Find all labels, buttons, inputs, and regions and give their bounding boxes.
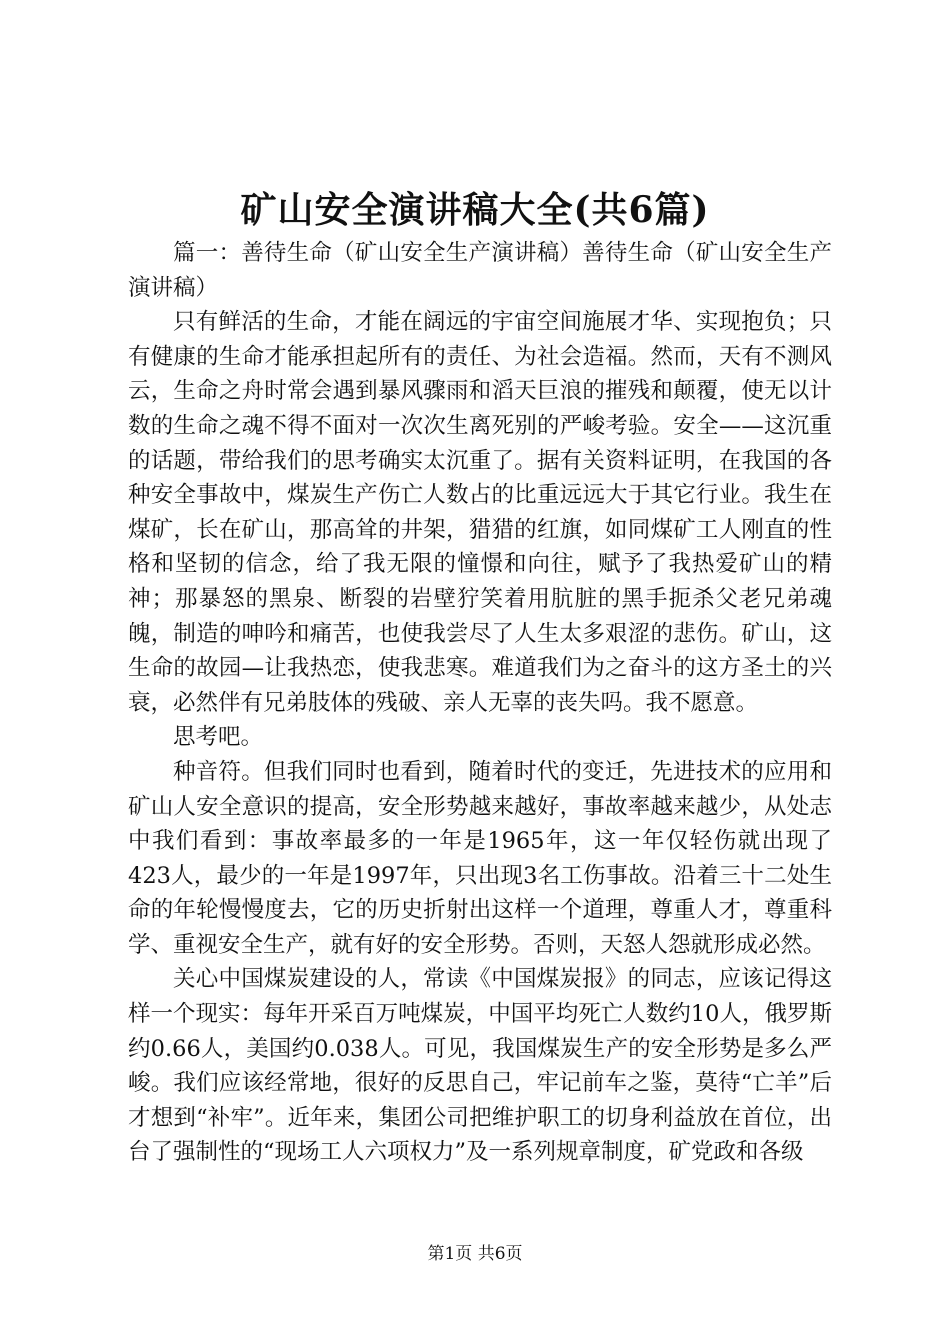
paragraph-4: 种音符。但我们同时也看到，随着时代的变迁，先进技术的应用和矿山人安全意识的提高，安全形势越来越好，事故率越来越少，从处志中我们看到：事故率最多的一年是1965年，这一年仅轻伤就出现了423人，最少的一年是1997年，只出现3名工伤事故。沿着三十二处生命的年轮慢慢度去，它的历史折射出这样一个道理，尊重人才，尊重科学、重视安全生产，就有好的安全形势。否则，天怒人怨就形成必然。 [128,758,832,958]
document-title: 矿山安全演讲稿大全(共6篇) [240,189,710,231]
document-body [128,236,832,1170]
paragraph-3: 思考吧。 [173,724,264,751]
paragraph-2: 只有鲜活的生命，才能在阔远的宇宙空间施展才华、实现抱负；只有健康的生命才能承担起所有的责任、为社会造福。然而，天有不测风云，生命之舟时常会遇到暴风骤雨和滔天巨浪的摧残和颠覆，使无以计数的生命之魂不得不面对一次次生离死别的严峻考验。安全——这沉重的话题，带给我们的思考确实太沉重了。据有关资料证明，在我国的各种安全事故中，煤炭生产伤亡人数占的比重远远大于其它行业。我生在煤矿，长在矿山，那高耸的井架，猎猎的红旗，如同煤矿工人刚直的性格和坚韧的信念，给了我无限的憧憬和向往，赋予了我热爱矿山的精神；那暴怒的黑泉、断裂的岩壁狞笑着用肮脏的黑手扼杀父老兄弟魂魄，制造的呻吟和痛苦，也使我尝尽了人生太多艰涩的悲伤。矿山，这生命的故园—让我热恋，使我悲寒。难道我们为之奋斗的这方圣土的兴衰，必然伴有兄弟肢体的残破、亲人无辜的丧失吗。我不愿意。 [128,309,832,716]
paragraph-1: 篇一：善待生命（矿山安全生产演讲稿）善待生命（矿山安全生产演讲稿） [128,240,832,301]
page-footer: 第1页 共6页 [427,1244,523,1264]
paragraph-5: 关心中国煤炭建设的人，常读《中国煤炭报》的同志，应该记得这样一个现实：每年开采百万吨煤炭，中国平均死亡人数约10人，俄罗斯约0.66人，美国约0.038人。可见，我国煤炭生产的安全形势是多么严峻。我们应该经常地，很好的反思自己，牢记前车之鉴，莫待“亡羊”后才想到“补牢”。近年来，集团公司把维护职工的切身利益放在首位，出台了强制性的“现场工人六项权力”及一系列规章制度，矿党政和各级 [128,966,832,1166]
